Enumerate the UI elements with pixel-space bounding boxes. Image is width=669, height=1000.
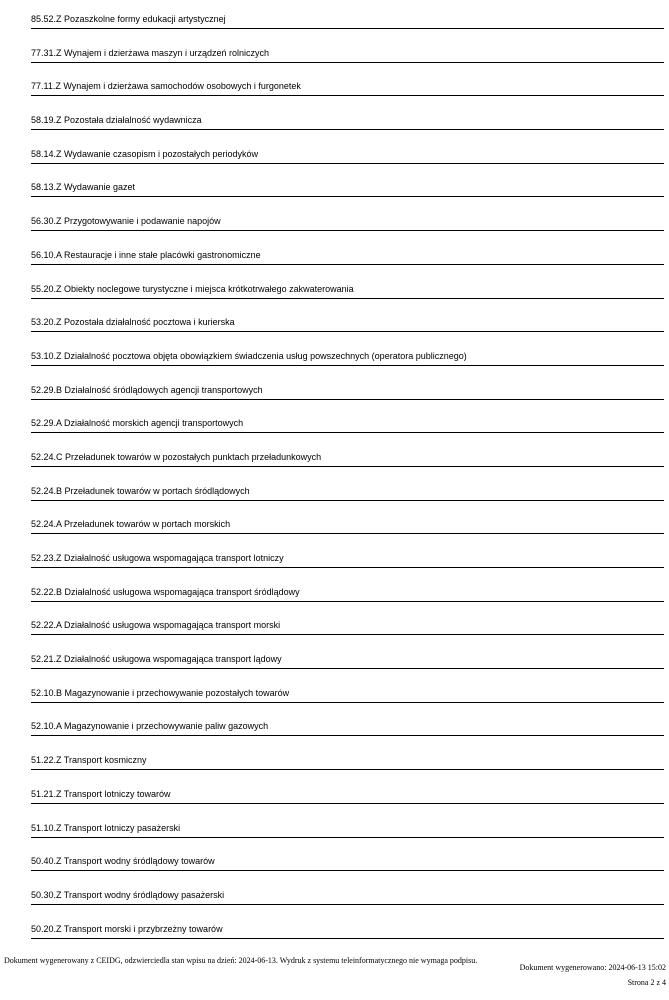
footer-meta [520,960,666,990]
pkd-entry-text: 77.31.Z Wynajem i dzierżawa maszyn i urządzeń rolniczych [31,47,270,58]
row-divider [31,230,664,231]
list-item [31,303,664,337]
footer-page-number: Strona 2 z 4 [627,978,666,987]
pkd-entry-text: 52.22.B Działalność usługowa wspomagająca transport śródlądowy [31,586,300,597]
row-divider [31,735,664,736]
list-item [31,101,664,135]
pkd-activity-list [31,0,664,943]
row-divider [31,837,664,838]
row-divider [31,500,664,501]
pkd-entry-text: 52.29.A Działalność morskich agencji transportowych [31,418,244,429]
list-item [31,337,664,371]
pkd-entry-text: 52.24.B Przeładunek towarów w portach śródlądowych [31,485,250,496]
row-divider [31,803,664,804]
pkd-entry-text: 58.13.Z Wydawanie gazet [31,182,135,193]
list-item [31,876,664,910]
row-divider [31,129,664,130]
row-divider [31,28,664,29]
row-divider [31,668,664,669]
row-divider [31,298,664,299]
row-divider [31,432,664,433]
list-item [31,707,664,741]
row-divider [31,702,664,703]
pkd-entry-text: 50.20.Z Transport morski i przybrzeżny towarów [31,923,223,934]
row-divider [31,95,664,96]
row-divider [31,331,664,332]
pkd-entry-text: 77.11.Z Wynajem i dzierżawa samochodów osobowych i furgonetek [31,81,301,92]
pkd-entry-text: 53.10.Z Działalność pocztowa objęta obowiązkiem świadczenia usług powszechnych (operatora publicznego) [31,350,467,361]
pkd-entry-text: 52.24.C Przeładunek towarów w pozostałych punktach przeładunkowych [31,451,322,462]
row-divider [31,634,664,635]
list-item [31,842,664,876]
list-item [31,741,664,775]
list-item [31,371,664,405]
pkd-entry-text: 52.22.A Działalność usługowa wspomagająca transport morski [31,620,281,631]
list-item [31,573,664,607]
list-item [31,505,664,539]
pkd-entry-text: 52.29.B Działalność śródlądowych agencji transportowych [31,384,263,395]
list-item [31,910,664,944]
list-item [31,809,664,843]
pkd-entry-text: 55.20.Z Obiekty noclegowe turystyczne i miejsca krótkotrwałego zakwaterowania [31,283,354,294]
pkd-entry-text: 52.21.Z Działalność usługowa wspomagająca transport lądowy [31,654,282,665]
footer-disclaimer: Dokument wygenerowany z CEIDG, odzwierciedla stan wpisu na dzień: 2024-06-13. Wydruk z systemu teleinformatycznego nie wymaga podpisu. [4,956,478,965]
row-divider [31,466,664,467]
row-divider [31,163,664,164]
list-item [31,404,664,438]
pkd-entry-text: 56.10.A Restauracje i inne stałe placówki gastronomiczne [31,249,261,260]
pkd-entry-text: 53.20.Z Pozostała działalność pocztowa i kurierska [31,317,235,328]
row-divider [31,264,664,265]
list-item [31,640,664,674]
list-item [31,168,664,202]
pkd-entry-text: 52.10.A Magazynowanie i przechowywanie paliw gazowych [31,721,269,732]
pkd-entry-text: 52.23.Z Działalność usługowa wspomagająca transport lotniczy [31,553,284,563]
list-item [31,0,664,34]
list-item [31,270,664,304]
list-item [31,67,664,101]
pkd-entry-text: 50.30.Z Transport wodny śródlądowy pasażerski [31,889,225,900]
pkd-entry-text: 58.14.Z Wydawanie czasopism i pozostałych periodyków [31,148,259,159]
pkd-entry-text: 85.52.Z Pozaszkolne formy edukacji artystycznej [31,14,226,24]
pkd-entry-text: 52.10.B Magazynowanie i przechowywanie pozostałych towarów [31,687,290,698]
row-divider [31,769,664,770]
row-divider [31,196,664,197]
row-divider [31,870,664,871]
row-divider [31,938,664,939]
row-divider [31,601,664,602]
pkd-entry-text: 56.30.Z Przygotowywanie i podawanie napojów [31,216,221,227]
list-item [31,135,664,169]
row-divider [31,567,664,568]
list-item [31,674,664,708]
row-divider [31,62,664,63]
list-item [31,34,664,68]
list-item [31,539,664,573]
pkd-entry-text: 52.24.A Przeładunek towarów w portach morskich [31,519,231,530]
list-item [31,472,664,506]
list-item [31,236,664,270]
pkd-entry-text: 51.22.Z Transport kosmiczny [31,755,147,766]
row-divider [31,904,664,905]
list-item [31,606,664,640]
list-item [31,438,664,472]
pkd-entry-text: 51.10.Z Transport lotniczy pasażerski [31,822,181,833]
list-item [31,775,664,809]
row-divider [31,533,664,534]
row-divider [31,365,664,366]
pkd-entry-text: 51.21.Z Transport lotniczy towarów [31,788,171,799]
pkd-entry-text: 58.19.Z Pozostała działalność wydawnicza [31,115,202,126]
row-divider [31,399,664,400]
list-item [31,202,664,236]
pkd-entry-text: 50.40.Z Transport wodny śródlądowy towarów [31,856,215,867]
footer-generated: Dokument wygenerowano: 2024-06-13 15:02 [519,963,666,972]
